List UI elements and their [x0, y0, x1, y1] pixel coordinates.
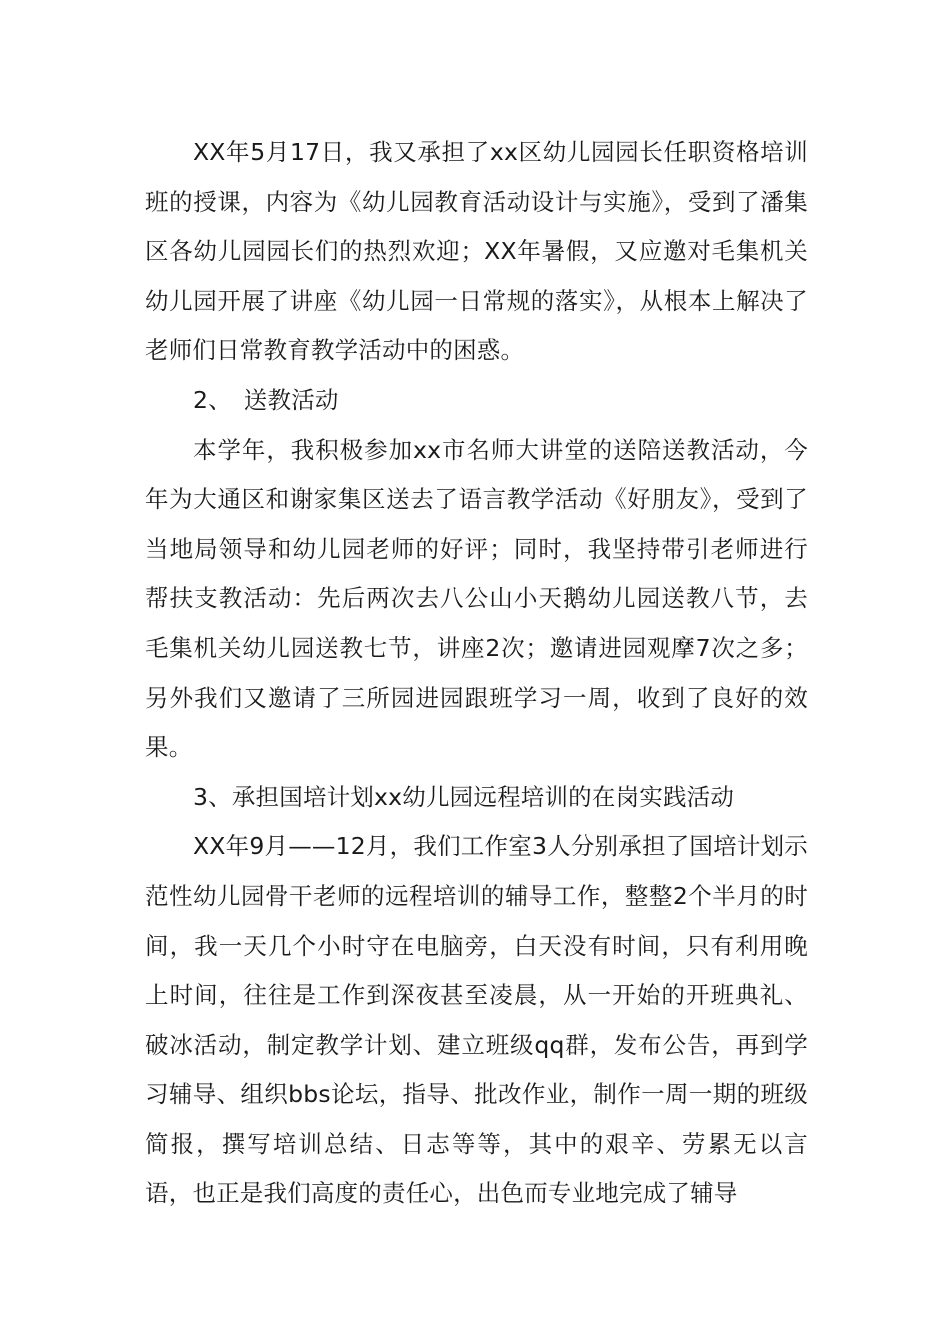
- paragraph-training-lecture: XX年5月17日，我又承担了xx区幼儿园园长任职资格培训班的授课，内容为《幼儿园教育活动设计与实施》，受到了潘集区各幼儿园园长们的热烈欢迎；XX年暑假，又应邀对毛集机关幼儿园开展了讲座《幼儿园一日常规的落实》，从根本上解决了老师们日常教育教学活动中的困惑。: [145, 138, 808, 365]
- heading-section-3: 3、承担国培计划xx幼儿园远程培训的在岗实践活动: [193, 782, 735, 811]
- document-body: [145, 128, 808, 1219]
- heading-section-2: 2、 送教活动: [193, 385, 339, 414]
- paragraph-remote-training: XX年9月——12月，我们工作室3人分别承担了国培计划示范性幼儿园骨干老师的远程培训的辅导工作，整整2个半月的时间，我一天几个小时守在电脑旁，白天没有时间，只有利用晚上时间，往往是工作到深夜甚至凌晨，从一开始的开班典礼、破冰活动，制定教学计划、建立班级qq群，发布公告，再到学习辅导、组织bbs论坛，指导、批改作业，制作一周一期的班级简报，撰写培训总结、日志等等，其中的艰辛、劳累无以言语，也正是我们高度的责任心，出色而专业地完成了辅导: [145, 832, 808, 1208]
- paragraph-outreach-teaching: 本学年，我积极参加xx市名师大讲堂的送陪送教活动，今年为大通区和谢家集区送去了语言教学活动《好朋友》，受到了当地局领导和幼儿园老师的好评；同时，我坚持带引老师进行帮扶支教活动：先后两次去八公山小天鹅幼儿园送教八节，去毛集机关幼儿园送教七节，讲座2次；邀请进园观摩7次之多；另外我们又邀请了三所园进园跟班学习一周，收到了良好的效果。: [145, 435, 808, 762]
